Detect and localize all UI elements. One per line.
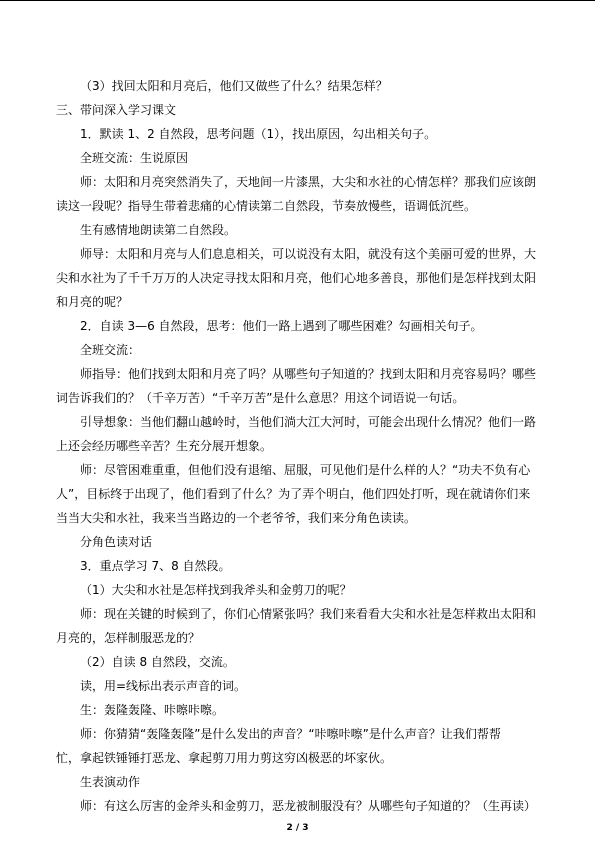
- text-line: 生表演动作: [80, 775, 141, 789]
- text-line: 3．重点学习 7、8 自然段。: [80, 559, 231, 573]
- text-line: 师：现在关键的时候到了，你们心情紧张吗？我们来看看大尖和水社是怎样救出太阳和: [80, 607, 537, 621]
- text-line: （3）找回太阳和月亮后，他们又做些了什么？结果怎样？: [80, 79, 388, 93]
- section-heading: 三、带问深入学习课文: [56, 103, 177, 117]
- text-line: 1．默读 1、2 自然段，思考问题（1），找出原因，勾出相关句子。: [80, 127, 437, 141]
- text-line: 全班交流：: [80, 343, 141, 357]
- text-line: 忙，拿起铁锤锤打恶龙、拿起剪刀用力剪这穷凶极恶的坏家伙。: [56, 751, 393, 765]
- text-line: 师：你猜猜“轰隆轰隆”是什么发出的声音？“咔嚓咔嚓”是什么声音？让我们帮帮: [80, 727, 501, 741]
- text-line: 读，用=线标出表示声音的词。: [80, 679, 247, 693]
- text-line: 师：太阳和月亮突然消失了，天地间一片漆黑，大尖和水社的心情怎样？那我们应该朗: [80, 175, 537, 189]
- text-line: 师导：太阳和月亮与人们息息相关，可以说没有太阳，就没有这个美丽可爱的世界，大: [80, 247, 537, 261]
- text-line: 人”，目标终于出现了，他们看到了什么？为了弄个明白，他们四处打听，现在就请你们来: [56, 487, 531, 501]
- text-line: 2．自读 3—6 自然段，思考：他们一路上遇到了哪些困难？勾画相关句子。: [80, 319, 483, 333]
- page-number: 2 / 3: [286, 823, 309, 833]
- text-line: 生：轰隆轰隆、咔嚓咔嚓。: [80, 703, 225, 717]
- text-line: 分角色读对话: [80, 535, 153, 549]
- text-line: 当当大尖和水社，我来当当路边的一个老爷爷，我们来分角色读读。: [56, 511, 417, 525]
- text-line: （2）自读 8 自然段，交流。: [80, 655, 235, 669]
- text-line: 尖和水社为了千千万万的人决定寻找太阳和月亮，他们心地多善良，那他们是怎样找到太阳: [56, 271, 537, 285]
- text-line: 上还会经历哪些辛苦？生充分展开想象。: [56, 439, 273, 453]
- text-line: 师指导：他们找到太阳和月亮了吗？从哪些句子知道的？找到太阳和月亮容易吗？哪些: [80, 367, 537, 381]
- text-line: （1）大尖和水社是怎样找到我斧头和金剪刀的呢？: [80, 583, 352, 597]
- text-line: 词告诉我们的？（千辛万苦）“千辛万苦”是什么意思？用这个词语说一句话。: [56, 391, 465, 405]
- text-line: 师：尽管困难重重，但他们没有退缩、屈服，可见他们是什么样的人？“功夫不负有心: [80, 463, 531, 477]
- text-line: 读这一段呢？指导生带着悲痛的心情读第二自然段，节奏放慢些，语调低沉些。: [56, 199, 477, 213]
- text-line: 月亮的，怎样制服恶龙的？: [56, 631, 201, 645]
- text-line: 引导想象：当他们翻山越岭时，当他们淌大江大河时，可能会出现什么情况？他们一路: [80, 415, 537, 429]
- text-line: 师：有这么厉害的金斧头和金剪刀，恶龙被制服没有？从哪些句子知道的？（生再读）: [80, 799, 537, 813]
- text-line: 全班交流：生说原因: [80, 151, 189, 165]
- text-line: 和月亮的呢？: [56, 295, 129, 309]
- text-line: 生有感情地朗读第二自然段。: [80, 223, 237, 237]
